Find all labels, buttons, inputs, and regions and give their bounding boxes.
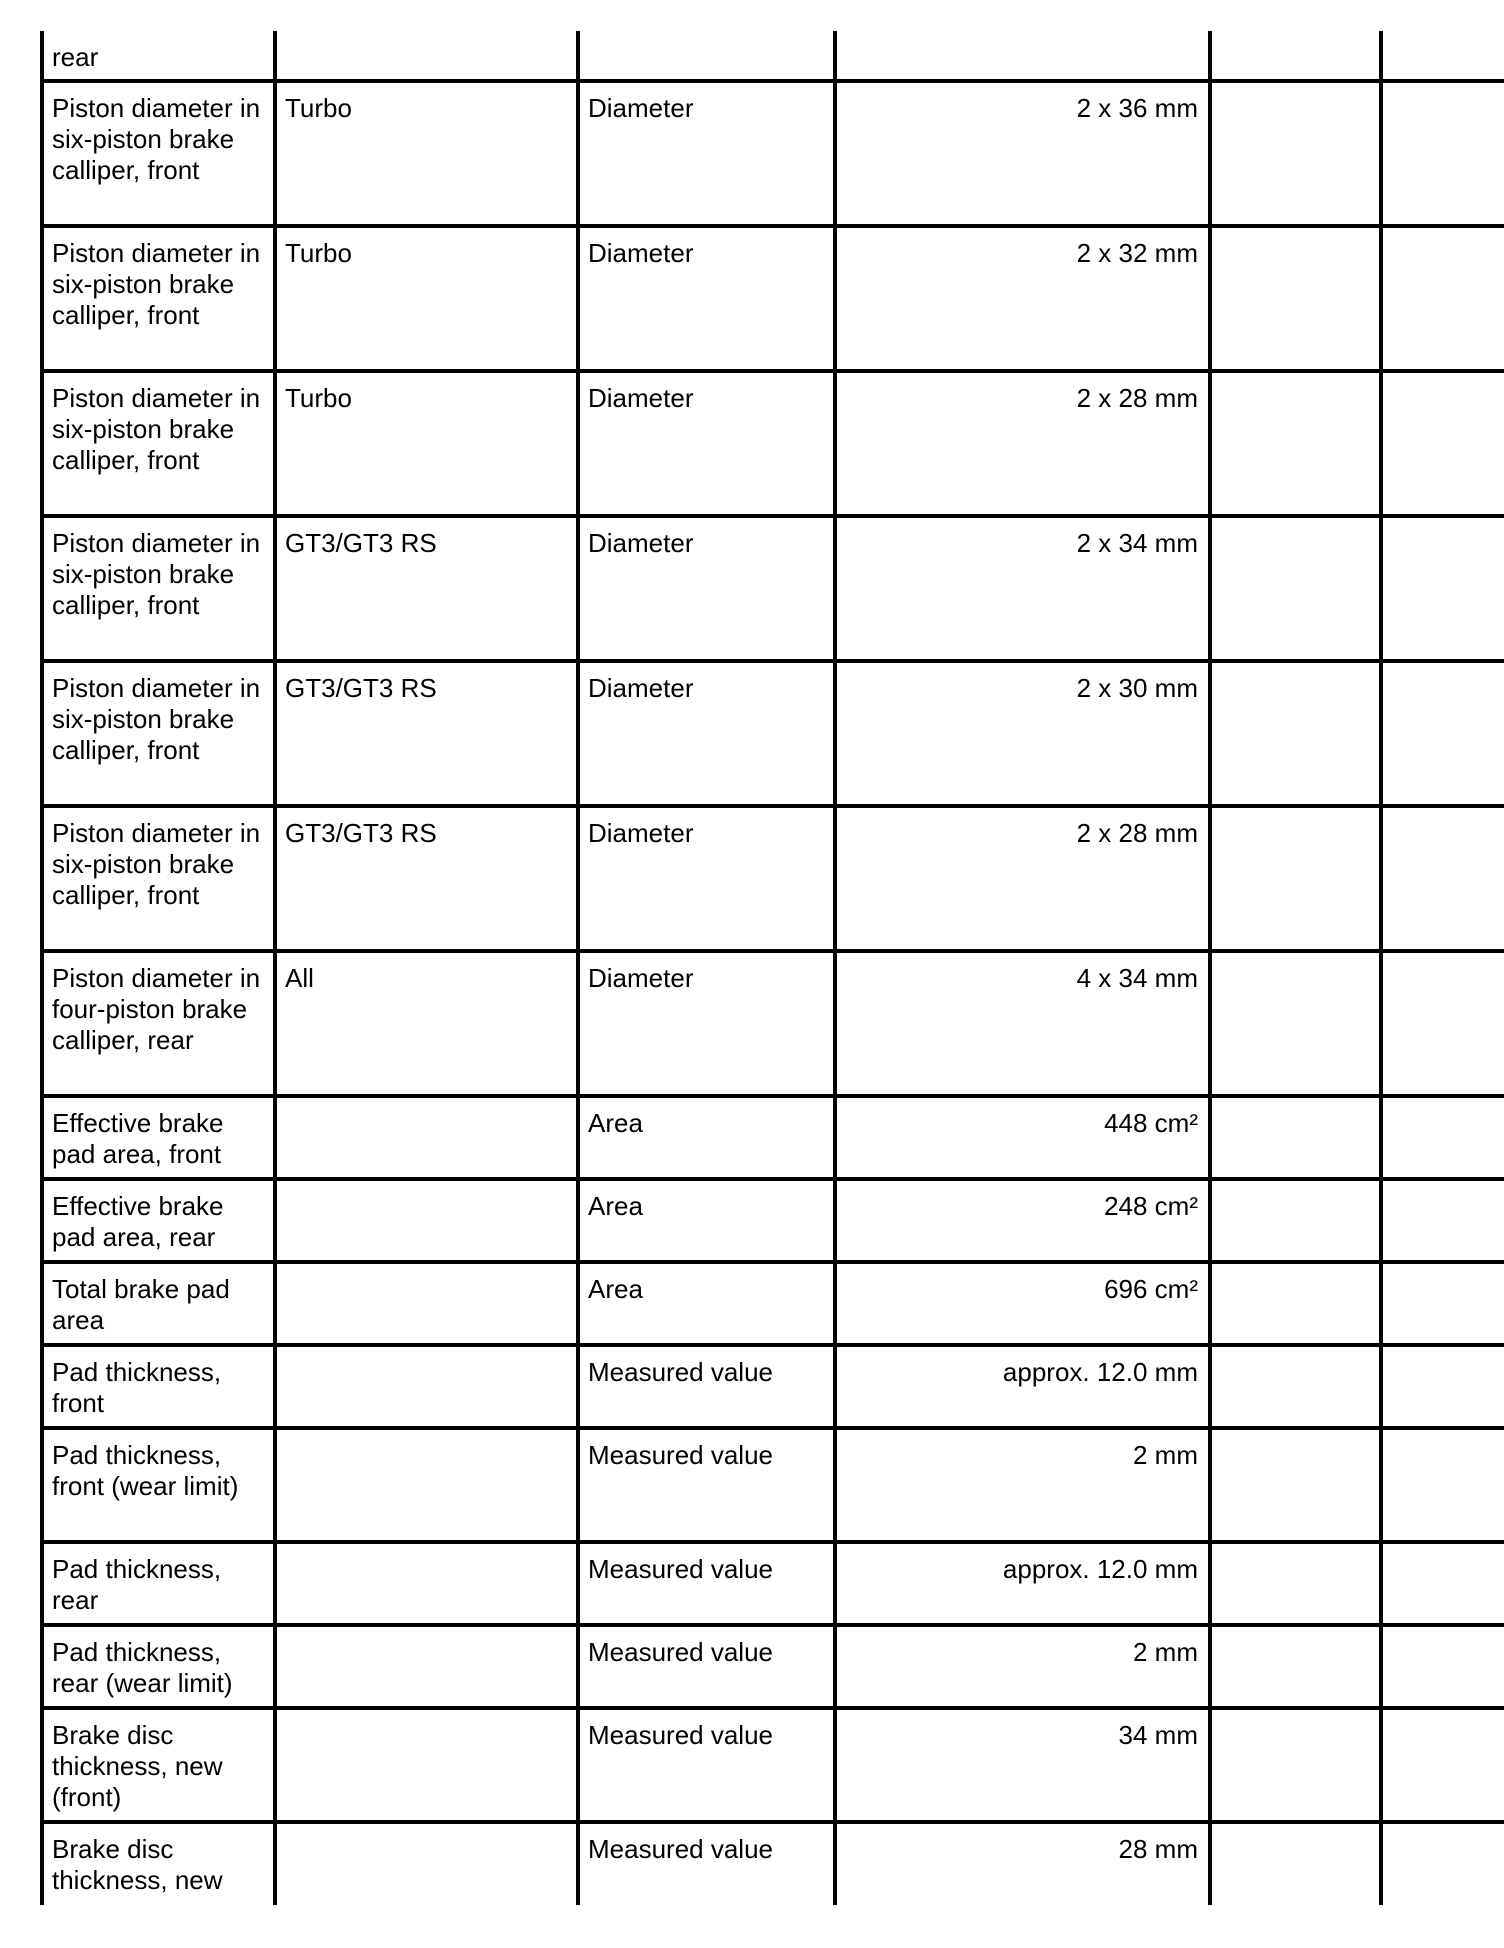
table-row <box>42 1262 1504 1345</box>
table-row <box>42 31 1504 81</box>
measure-type-cell <box>578 31 835 81</box>
model-cell: Turbo <box>275 371 578 516</box>
value-cell: 2 mm <box>835 1428 1210 1542</box>
spec-name-cell: Total brake pad area <box>42 1262 275 1345</box>
empty-cell <box>1381 1625 1504 1708</box>
spec-name-cell: Pad thickness, front (wear limit) <box>42 1428 275 1542</box>
empty-cell <box>1210 951 1381 1096</box>
value-cell <box>835 31 1210 81</box>
model-cell <box>275 1542 578 1625</box>
empty-cell <box>1381 1262 1504 1345</box>
measure-type-cell: Area <box>578 1096 835 1179</box>
empty-cell <box>1210 1096 1381 1179</box>
table-row <box>42 951 1504 1096</box>
value-cell: 34 mm <box>835 1708 1210 1822</box>
empty-cell <box>1381 1822 1504 1905</box>
table-row <box>42 1708 1504 1822</box>
measure-type-cell: Area <box>578 1179 835 1262</box>
spec-name-cell: Piston diameter in six-piston brake calliper, front <box>42 806 275 951</box>
empty-cell <box>1210 1179 1381 1262</box>
measure-type-cell: Measured value <box>578 1822 835 1905</box>
spec-name-cell: Pad thickness, rear <box>42 1542 275 1625</box>
spec-name-cell: Effective brake pad area, rear <box>42 1179 275 1262</box>
model-cell <box>275 1428 578 1542</box>
spec-name-cell: Brake disc thickness, new <box>42 1822 275 1905</box>
empty-cell <box>1210 1822 1381 1905</box>
model-cell <box>275 31 578 81</box>
empty-cell <box>1210 1262 1381 1345</box>
spec-name-cell: Brake disc thickness, new (front) <box>42 1708 275 1822</box>
empty-cell <box>1381 1345 1504 1428</box>
model-cell <box>275 1345 578 1428</box>
empty-cell <box>1381 1542 1504 1625</box>
table-row <box>42 81 1504 226</box>
model-cell <box>275 1625 578 1708</box>
spec-name-cell: Piston diameter in six-piston brake calliper, front <box>42 516 275 661</box>
model-cell: GT3/GT3 RS <box>275 516 578 661</box>
measure-type-cell: Measured value <box>578 1625 835 1708</box>
value-cell: 2 x 28 mm <box>835 371 1210 516</box>
measure-type-cell: Measured value <box>578 1428 835 1542</box>
spec-name-cell: Piston diameter in four-piston brake calliper, rear <box>42 951 275 1096</box>
empty-cell <box>1210 1345 1381 1428</box>
empty-cell <box>1210 806 1381 951</box>
empty-cell <box>1210 1708 1381 1822</box>
empty-cell <box>1381 1428 1504 1542</box>
table-row <box>42 661 1504 806</box>
empty-cell <box>1210 661 1381 806</box>
empty-cell <box>1381 1179 1504 1262</box>
value-cell: 2 x 30 mm <box>835 661 1210 806</box>
spec-name-cell: Pad thickness, front <box>42 1345 275 1428</box>
empty-cell <box>1381 661 1504 806</box>
brake-specification-table <box>40 31 1504 1905</box>
measure-type-cell: Diameter <box>578 226 835 371</box>
value-cell: 448 cm² <box>835 1096 1210 1179</box>
empty-cell <box>1381 371 1504 516</box>
value-cell: 28 mm <box>835 1822 1210 1905</box>
empty-cell <box>1210 226 1381 371</box>
measure-type-cell: Diameter <box>578 81 835 226</box>
empty-cell <box>1381 1096 1504 1179</box>
spec-name-cell: Piston diameter in six-piston brake calliper, front <box>42 226 275 371</box>
table-row <box>42 1822 1504 1905</box>
empty-cell <box>1381 31 1504 81</box>
measure-type-cell: Area <box>578 1262 835 1345</box>
measure-type-cell: Diameter <box>578 661 835 806</box>
table-row <box>42 1625 1504 1708</box>
empty-cell <box>1381 516 1504 661</box>
empty-cell <box>1210 31 1381 81</box>
empty-cell <box>1381 226 1504 371</box>
empty-cell <box>1210 1428 1381 1542</box>
empty-cell <box>1210 1542 1381 1625</box>
measure-type-cell: Diameter <box>578 806 835 951</box>
value-cell: approx. 12.0 mm <box>835 1542 1210 1625</box>
empty-cell <box>1381 1708 1504 1822</box>
empty-cell <box>1210 81 1381 226</box>
measure-type-cell: Diameter <box>578 951 835 1096</box>
empty-cell <box>1381 806 1504 951</box>
measure-type-cell: Diameter <box>578 371 835 516</box>
table-row <box>42 1179 1504 1262</box>
spec-name-cell: Effective brake pad area, front <box>42 1096 275 1179</box>
model-cell: GT3/GT3 RS <box>275 661 578 806</box>
model-cell <box>275 1096 578 1179</box>
value-cell: 4 x 34 mm <box>835 951 1210 1096</box>
measure-type-cell: Measured value <box>578 1345 835 1428</box>
table-row <box>42 1096 1504 1179</box>
table-row <box>42 371 1504 516</box>
value-cell: 2 x 28 mm <box>835 806 1210 951</box>
table-row <box>42 1428 1504 1542</box>
measure-type-cell: Diameter <box>578 516 835 661</box>
model-cell <box>275 1822 578 1905</box>
table-row <box>42 806 1504 951</box>
model-cell: GT3/GT3 RS <box>275 806 578 951</box>
model-cell <box>275 1708 578 1822</box>
model-cell: Turbo <box>275 226 578 371</box>
table-row <box>42 516 1504 661</box>
empty-cell <box>1381 951 1504 1096</box>
spec-name-cell: Pad thickness, rear (wear limit) <box>42 1625 275 1708</box>
spec-name-cell: rear <box>42 31 275 81</box>
measure-type-cell: Measured value <box>578 1542 835 1625</box>
model-cell: Turbo <box>275 81 578 226</box>
value-cell: 2 x 34 mm <box>835 516 1210 661</box>
value-cell: approx. 12.0 mm <box>835 1345 1210 1428</box>
empty-cell <box>1381 81 1504 226</box>
model-cell <box>275 1179 578 1262</box>
empty-cell <box>1210 516 1381 661</box>
spec-name-cell: Piston diameter in six-piston brake calliper, front <box>42 371 275 516</box>
table-row <box>42 1542 1504 1625</box>
value-cell: 2 x 32 mm <box>835 226 1210 371</box>
value-cell: 696 cm² <box>835 1262 1210 1345</box>
value-cell: 2 x 36 mm <box>835 81 1210 226</box>
empty-cell <box>1210 371 1381 516</box>
value-cell: 2 mm <box>835 1625 1210 1708</box>
model-cell: All <box>275 951 578 1096</box>
measure-type-cell: Measured value <box>578 1708 835 1822</box>
spec-name-cell: Piston diameter in six-piston brake calliper, front <box>42 661 275 806</box>
value-cell: 248 cm² <box>835 1179 1210 1262</box>
spec-name-cell: Piston diameter in six-piston brake calliper, front <box>42 81 275 226</box>
model-cell <box>275 1262 578 1345</box>
empty-cell <box>1210 1625 1381 1708</box>
table-row <box>42 1345 1504 1428</box>
table-row <box>42 226 1504 371</box>
